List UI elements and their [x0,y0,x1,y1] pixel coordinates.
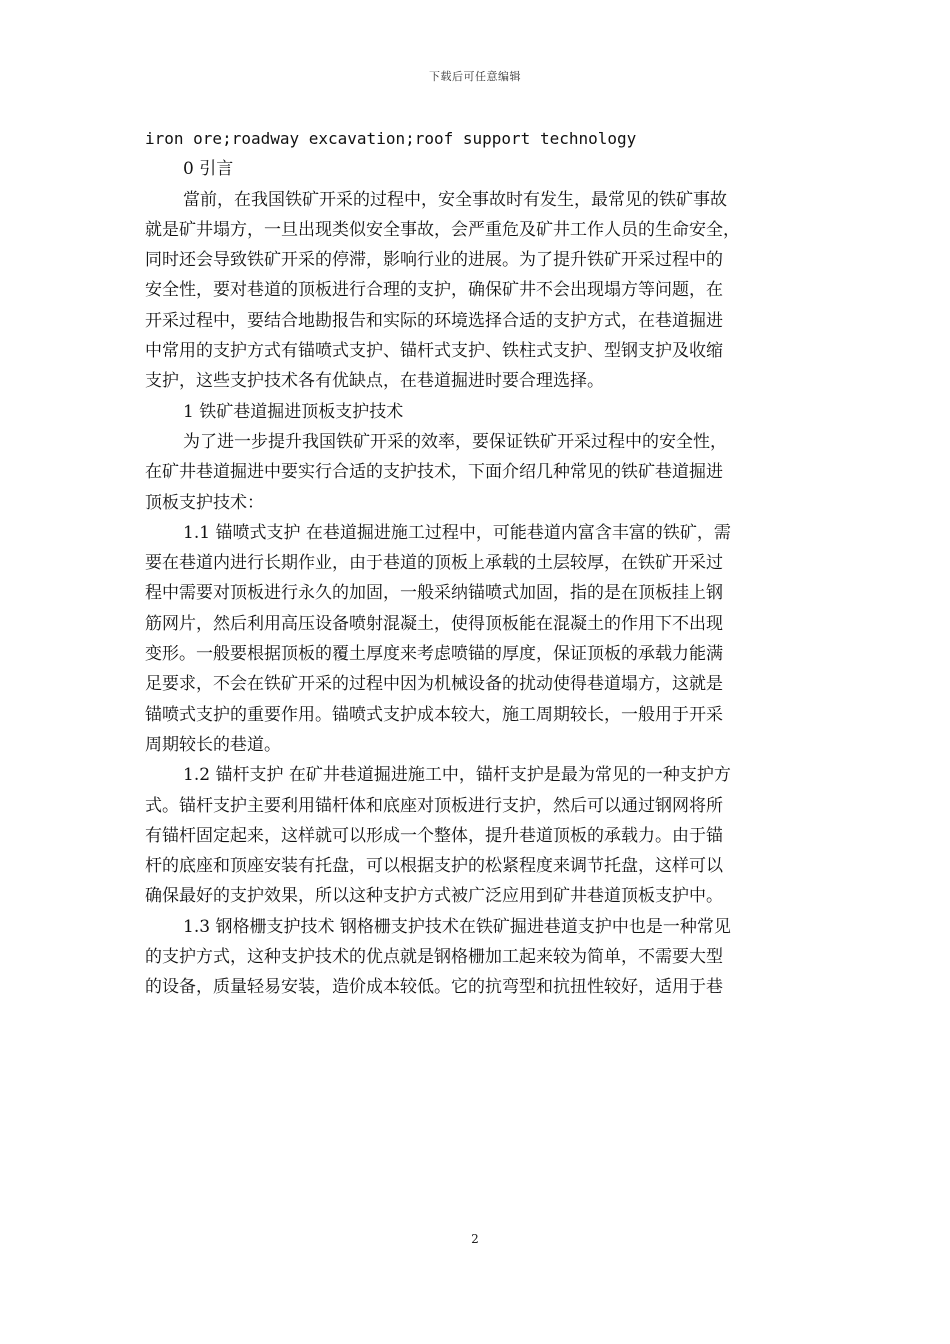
keywords-line: iron ore;roadway excavation;roof support technology [145,129,637,148]
text-line: 1.3 钢格栅支护技术 钢格栅支护技术在铁矿掘进巷道支护中也是一种常见 [183,916,731,937]
text-line: 1 铁矿巷道掘进顶板支护技术 [183,401,404,422]
text-line: 同时还会导致铁矿开采的停滞，影响行业的进展。为了提升铁矿开采过程中的 [145,250,723,271]
text-line: 要在巷道内进行长期作业，由于巷道的顶板上承载的土层较厚，在铁矿开采过 [145,553,723,574]
text-line: 就是矿井塌方，一旦出现类似安全事故，会严重危及矿井工作人员的生命安全， [145,219,740,240]
text-line: 的设备，质量轻易安装，造价成本较低。它的抗弯型和抗扭性较好，适用于巷 [145,977,723,998]
text-line: 1.2 锚杆支护 在矿井巷道掘进施工中，锚杆支护是最为常见的一种支护方 [183,765,731,786]
text-line: 开采过程中，要结合地勘报告和实际的环境选择合适的支护方式，在巷道掘进 [145,310,723,331]
text-line: 杆的底座和顶座安装有托盘，可以根据支护的松紧程度来调节托盘，这样可以 [145,856,723,877]
text-line: 有锚杆固定起来，这样就可以形成一个整体，提升巷道顶板的承载力。由于锚 [145,825,723,846]
text-line: 程中需要对顶板进行永久的加固，一般采纳锚喷式加固，指的是在顶板挂上钢 [145,583,723,604]
paragraph-lines [145,154,805,1002]
text-line: 足要求，不会在铁矿开采的过程中因为机械设备的扰动使得巷道塌方，这就是 [145,674,723,695]
text-line: 为了进一步提升我国铁矿开采的效率，要保证铁矿开采过程中的安全性， [183,431,727,452]
text-line: 在矿井巷道掘进中要实行合适的支护技术，下面介绍几种常见的铁矿巷道掘进 [145,462,723,483]
text-line: 0 引言 [183,159,234,180]
text-line: 筋网片，然后利用高压设备喷射混凝土，使得顶板能在混凝土的作用下不出现 [145,613,723,634]
text-line: 中常用的支护方式有锚喷式支护、锚杆式支护、铁柱式支护、型钢支护及收缩 [145,341,723,362]
text-line: 當前，在我国铁矿开采的过程中，安全事故时有发生，最常见的铁矿事故 [183,189,727,210]
text-line: 顶板支护技术： [145,492,264,513]
text-line: 的支护方式，这种支护技术的优点就是钢格栅加工起来较为简单，不需要大型 [145,947,723,968]
page-header: 下载后可任意编辑 [429,70,521,83]
text-line: 锚喷式支护的重要作用。锚喷式支护成本较大，施工周期较长，一般用于开采 [145,704,723,725]
text-line: 1.1 锚喷式支护 在巷道掘进施工过程中，可能巷道内富含丰富的铁矿，需 [183,522,731,543]
text-line: 安全性，要对巷道的顶板进行合理的支护，确保矿井不会出现塌方等问题，在 [145,280,723,301]
document-body [145,124,805,1003]
text-line: 周期较长的巷道。 [145,734,281,755]
page-number: 2 [471,1232,479,1246]
text-line: 式。锚杆支护主要利用锚杆体和底座对顶板进行支护，然后可以通过钢网将所 [145,795,723,816]
text-line: 变形。一般要根据顶板的覆土厚度来考虑喷锚的厚度，保证顶板的承载力能满 [145,644,723,665]
text-line: 支护，这些支护技术各有优缺点，在巷道掘进时要合理选择。 [145,371,604,392]
text-line: 确保最好的支护效果，所以这种支护方式被广泛应用到矿井巷道顶板支护中。 [145,886,723,907]
